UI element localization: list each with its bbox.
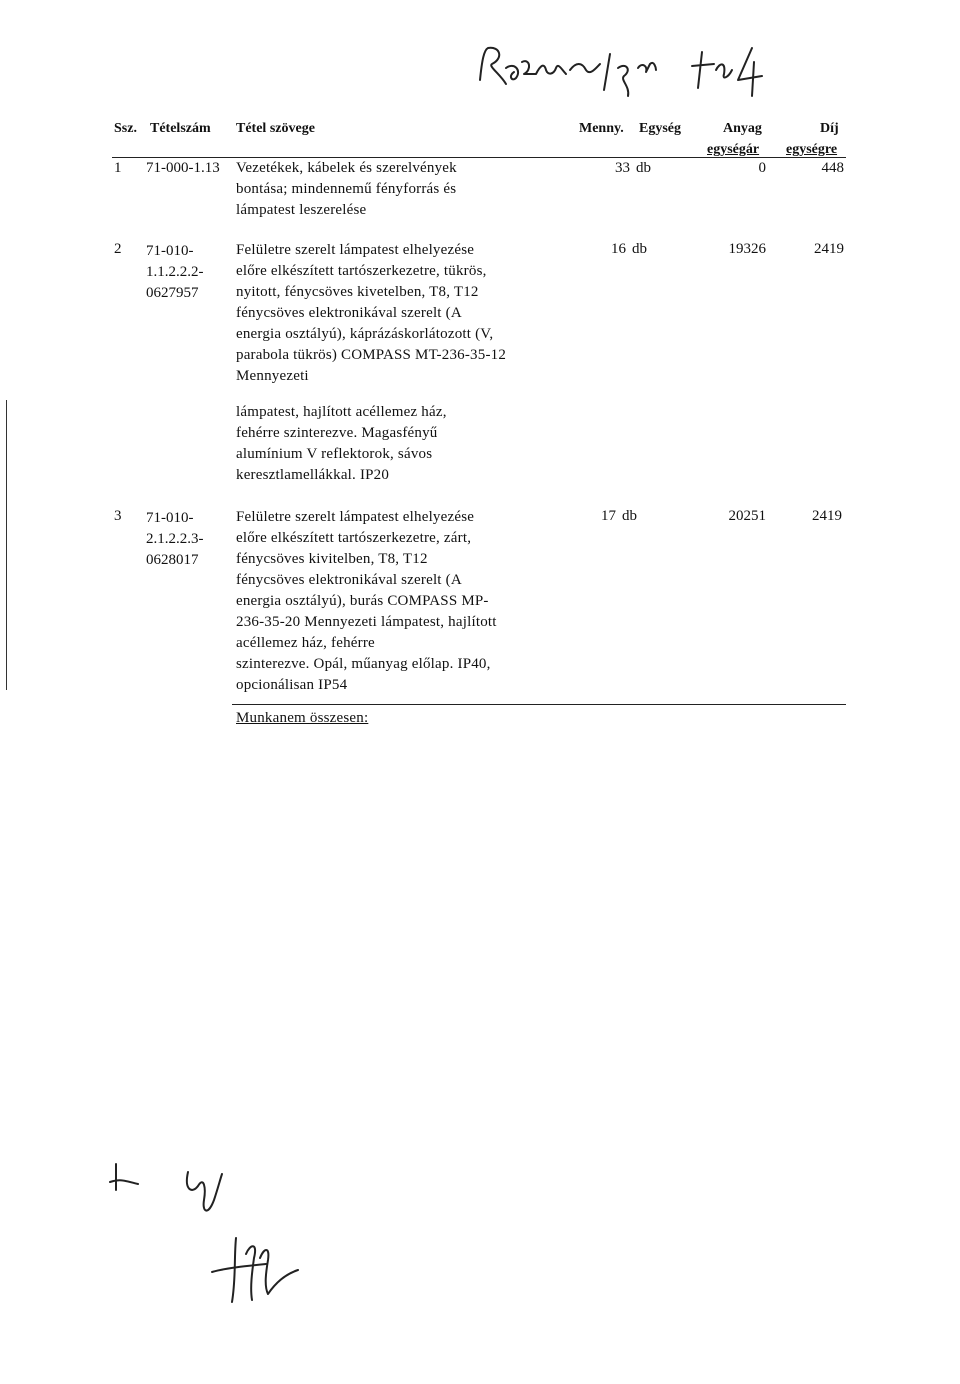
- row1-desc-line: Vezetékek, kábelek és szerelvények: [236, 160, 457, 176]
- header-anyag: Anyag: [723, 121, 762, 136]
- row1-desc-line: lámpatest leszerelése: [236, 202, 367, 218]
- row2-desc-cont-line: lámpatest, hajlított acéllemez ház,: [236, 404, 447, 420]
- row2-description-continued: [236, 402, 447, 486]
- row2-code-line: 1.1.2.2.2-: [146, 264, 204, 280]
- row3-qty: 17: [601, 508, 616, 524]
- row2-unit: db: [632, 241, 647, 257]
- handwritten-signature-svg: [206, 1228, 306, 1308]
- handwritten-signature: [206, 1228, 306, 1308]
- handwritten-note-svg: [470, 40, 770, 100]
- row3-code-line: 2.1.2.2.3-: [146, 531, 204, 547]
- handwritten-initials: [108, 1160, 248, 1220]
- row2-desc-line: nyitott, fénycsöves kivetelben, T8, T12: [236, 284, 479, 300]
- row3-material: 20251: [728, 508, 766, 524]
- row3-desc-line: fénycsöves elektronikával szerelt (A: [236, 572, 462, 588]
- row3-desc-line: energia osztályú), burás COMPASS MP-: [236, 593, 489, 609]
- row2-desc-line: Mennyezeti: [236, 368, 309, 384]
- row2-fee: 2419: [814, 241, 844, 257]
- row3-desc-line: szinterezve. Opál, műanyag előlap. IP40,: [236, 656, 491, 672]
- row3-desc-line: előre elkészített tartószerkezetre, zárt,: [236, 530, 472, 546]
- row2-desc-line: Felületre szerelt lámpatest elhelyezése: [236, 242, 475, 258]
- header-dij-egysegre: egységre: [786, 142, 838, 157]
- row1-unit: db: [636, 160, 651, 176]
- header-ssz: Ssz.: [114, 121, 137, 136]
- row3-desc-line: 236-35-20 Mennyezeti lámpatest, hajlított: [236, 614, 497, 630]
- row2-code-line: 71-010-: [146, 243, 194, 259]
- left-margin-line: [6, 400, 7, 690]
- row2-desc-line: előre elkészített tartószerkezetre, tükrös,: [236, 263, 487, 279]
- footer-divider: [232, 704, 846, 705]
- row1-desc-line: bontása; mindennemű fényforrás és: [236, 181, 457, 197]
- row1-description: [236, 158, 457, 221]
- row2-ssz: 2: [114, 241, 122, 257]
- row3-desc-line: fénycsöves kivitelben, T8, T12: [236, 551, 428, 567]
- row1-material: 0: [758, 160, 766, 176]
- row2-desc-cont-line: fehérre szinterezve. Magasfényű: [236, 425, 438, 441]
- total-label: Munkanem összesen:: [236, 710, 369, 726]
- row2-code: [146, 241, 204, 304]
- row1-qty: 33: [615, 160, 630, 176]
- row2-desc-line: parabola tükrös) COMPASS MT-236-35-12: [236, 347, 507, 363]
- row2-desc-cont-line: alumínium V reflektorok, sávos: [236, 446, 433, 462]
- row3-desc-line: opcionálisan IP54: [236, 677, 348, 693]
- row2-qty: 16: [611, 241, 626, 257]
- row3-ssz: 3: [114, 508, 122, 524]
- header-dij: Díj: [820, 121, 839, 136]
- row2-code-line: 0627957: [146, 285, 199, 301]
- row1-code-line: 71-000-1.13: [146, 160, 220, 176]
- row2-description: [236, 240, 506, 387]
- row3-desc-line: Felületre szerelt lámpatest elhelyezése: [236, 509, 475, 525]
- row2-desc-line: fénycsöves elektronikával szerelt (A: [236, 305, 462, 321]
- header-divider: [112, 157, 846, 158]
- row3-code-line: 71-010-: [146, 510, 194, 526]
- row3-code-line: 0628017: [146, 552, 199, 568]
- row2-desc-line: energia osztályú), káprázáskorlátozott (V,: [236, 326, 494, 342]
- header-menny: Menny.: [579, 121, 624, 136]
- row3-fee: 2419: [812, 508, 842, 524]
- handwritten-note-top: [470, 40, 770, 100]
- row3-code: [146, 508, 204, 571]
- row3-desc-line: acéllemez ház, fehérre: [236, 635, 375, 651]
- row1-code: [146, 160, 220, 177]
- row3-unit: db: [622, 508, 637, 524]
- row1-fee: 448: [821, 160, 844, 176]
- header-anyag-egysegar: egységár: [707, 142, 760, 157]
- row2-material: 19326: [728, 241, 766, 257]
- row3-description: [236, 507, 497, 696]
- row2-desc-cont-line: keresztlamellákkal. IP20: [236, 467, 390, 483]
- header-egyseg: Egység: [639, 121, 681, 136]
- row1-ssz: 1: [114, 160, 122, 176]
- header-tetel-szovege: Tétel szövege: [236, 121, 315, 136]
- header-tetelszam: Tételszám: [150, 121, 211, 136]
- handwritten-initials-svg: [108, 1160, 248, 1220]
